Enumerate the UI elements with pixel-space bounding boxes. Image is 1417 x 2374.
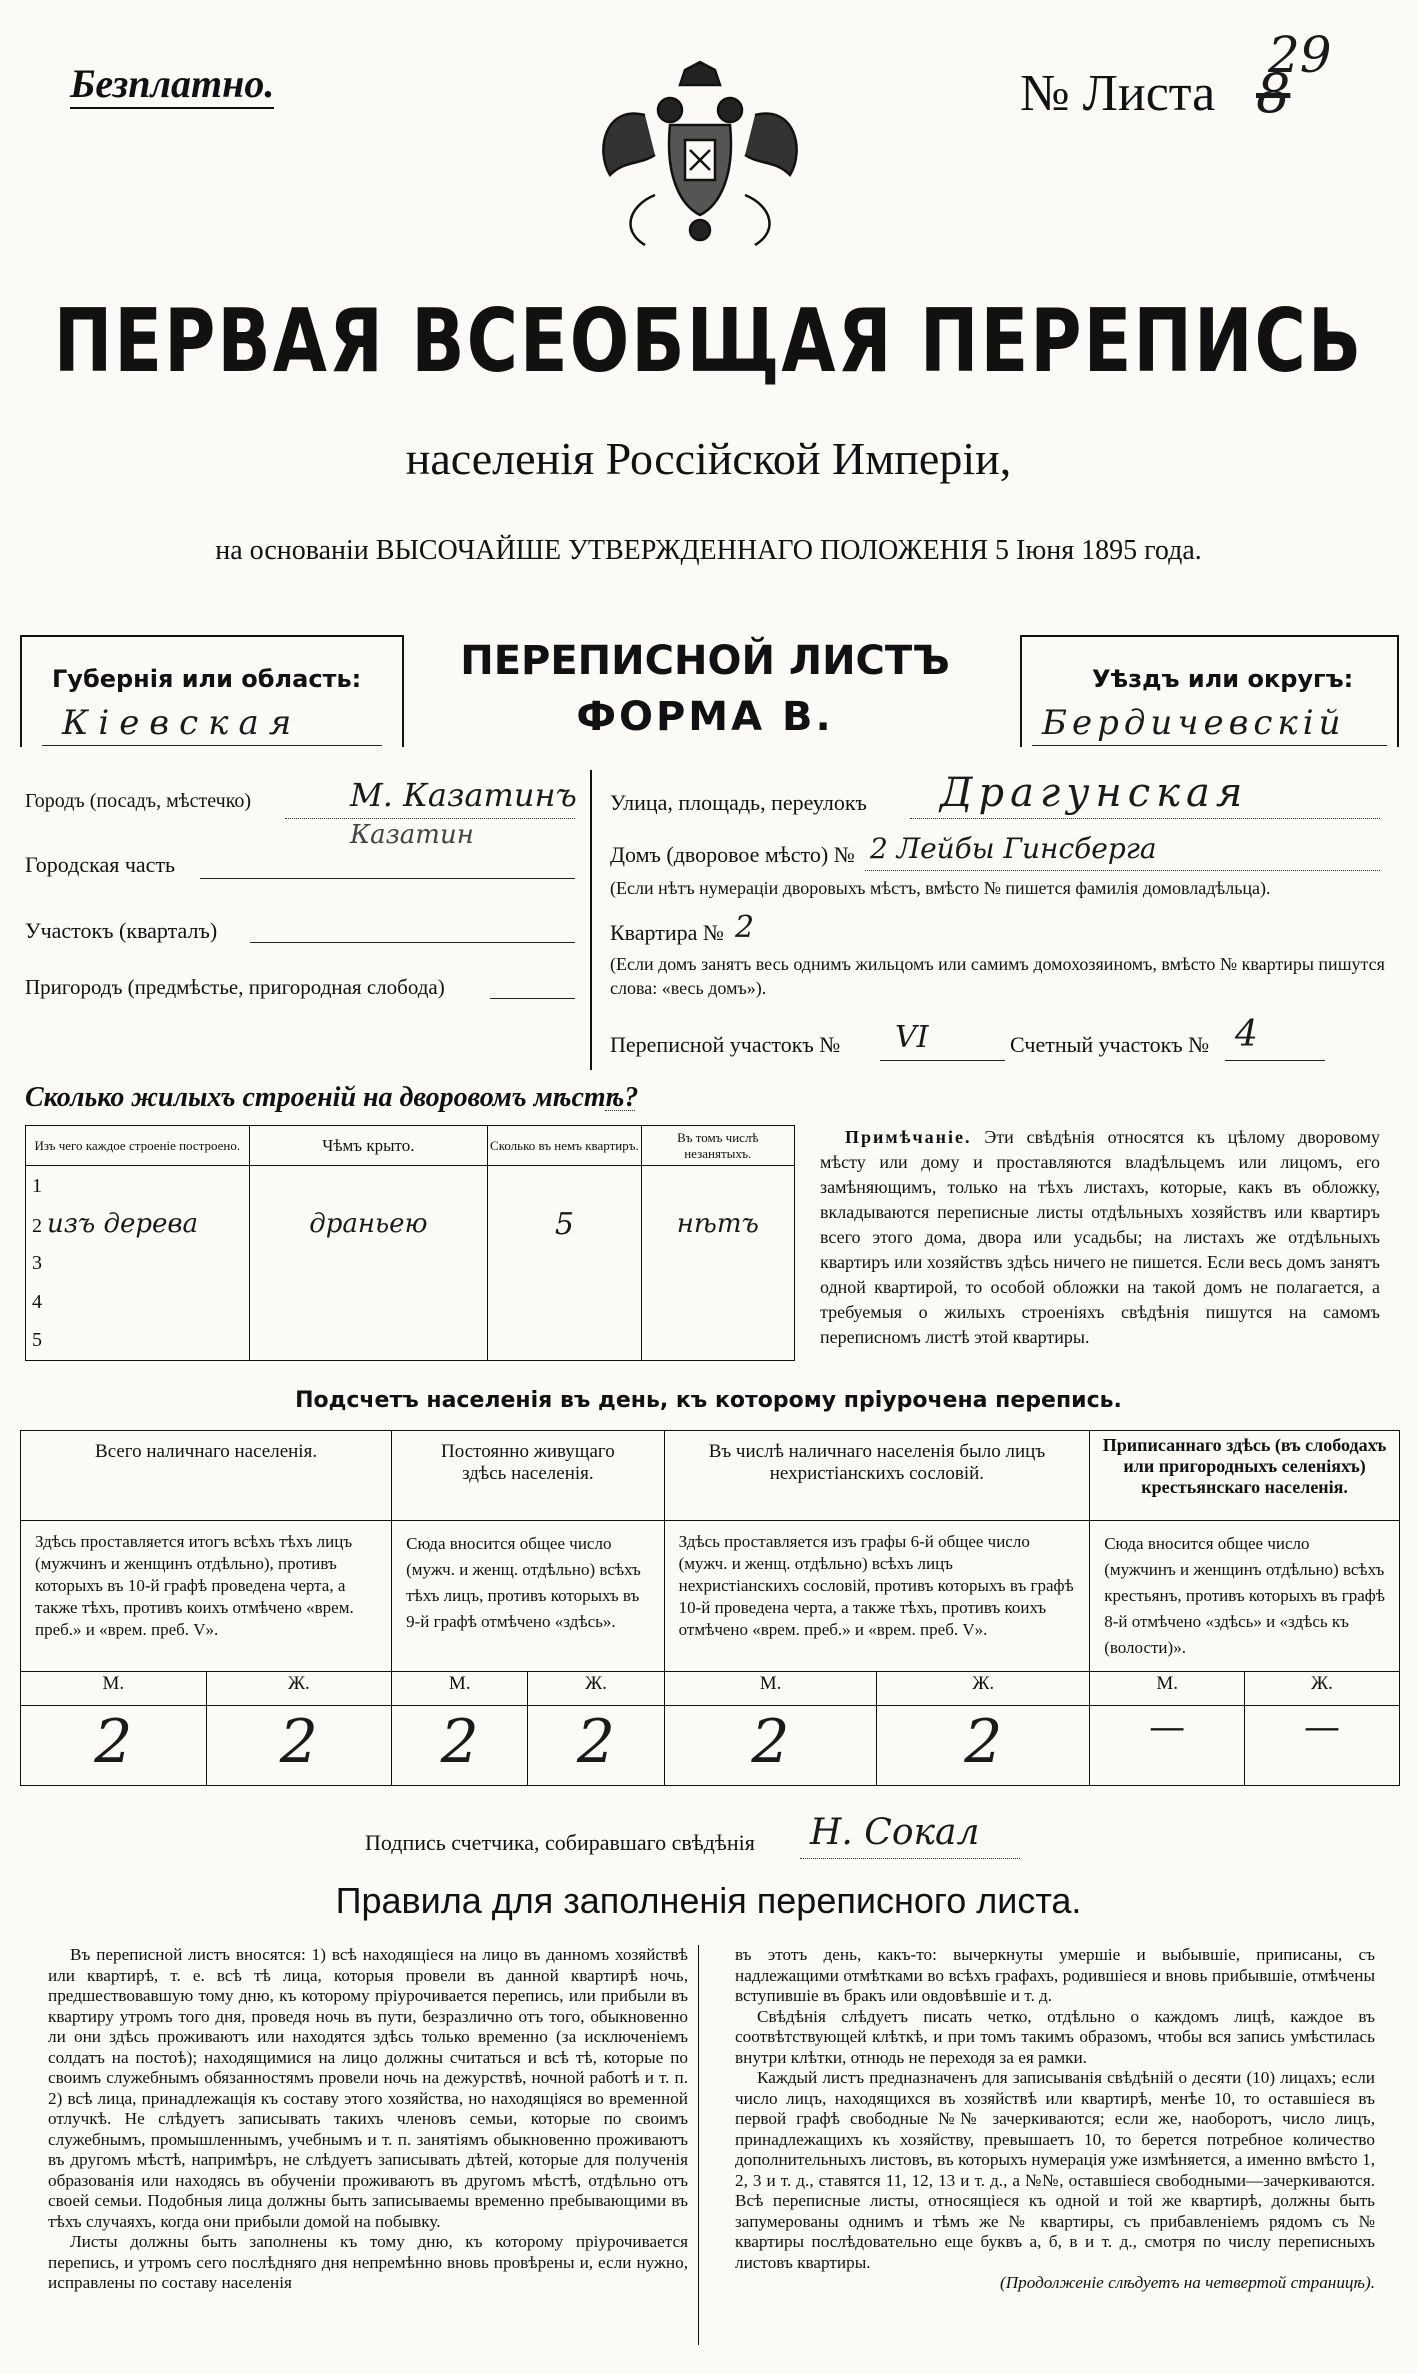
- province-box: [20, 635, 404, 747]
- buildings-header-row: [26, 1126, 795, 1166]
- permanent-male-value: 2: [392, 1706, 528, 1786]
- roof-value: [249, 1322, 488, 1361]
- peasant-male-value: —: [1090, 1706, 1245, 1786]
- row-number: 3: [32, 1251, 42, 1274]
- rules-right: [735, 1945, 1375, 2345]
- col-total-desc: Здѣсь проставляется итогъ всѣхъ тѣхъ лицъ (мужчинъ и женщинъ отдѣльно), противъ которыхъ въ 10-й графѣ проведена черта, а также тѣхъ, противъ коихъ отмѣчено «врем. преб.» и «врем. преб. V».: [21, 1521, 392, 1672]
- count-values-row: [21, 1706, 1400, 1786]
- page-subtitle: населенія Россійской Имперіи,: [405, 433, 1012, 484]
- roof-value: [249, 1244, 488, 1283]
- male-label: М.: [664, 1672, 877, 1706]
- table-row: [26, 1244, 795, 1283]
- province-value: Кіевская: [62, 703, 302, 743]
- sheet-title: ПЕРЕПИСНОЙ ЛИСТЪ: [460, 638, 950, 684]
- note-text: Эти свѣдѣнія относятся къ цѣлому дворовому мѣсту или дому и проставляются владѣльцемъ или лицомъ, его замѣняющимъ, только на тѣхъ листахъ, которые, какъ въ обложку, вкладываются переписные листы отдѣльныхъ хозяйствъ или квартиръ всего этого дома, двора или усадьбы; на листахъ же отдѣльныхъ квартиръ или хозяйствъ здѣсь ничего не пишется. Если весь домъ занятъ одной квартирой, то особой обложки на такой домъ не полагается, а требуемыя о жилыхъ строеніяхъ свѣдѣнія пишутся на самомъ переписномъ листѣ этой квартиры.: [820, 1127, 1380, 1347]
- female-label: Ж.: [877, 1672, 1090, 1706]
- census-district-value: VI: [895, 1020, 929, 1055]
- non-christian-female-value: 2: [877, 1706, 1090, 1786]
- total-male-value: 2: [21, 1706, 207, 1786]
- province-label: Губернія или область:: [52, 665, 362, 693]
- rules-paragraph: Листы должны быть заполнены къ тому дню, къ которому пріурочивается перепись, и утромъ сего послѣдняго дня непремѣнно вновь провѣрены и, если нужно, исправлены по составу населенія: [48, 2232, 688, 2292]
- rules-paragraph: Въ переписной листъ вносятся: 1) всѣ находящіеся на лицо въ данномъ хозяйствѣ или квартирѣ, т. е. всѣ тѣ лица, которыя провели въ данной квартирѣ ночь, предшествовавшую тому дню, къ которому пріурочивается перепись, или прибыли въ квартиру утромъ того дня, проведя ночь въ пути, безразлично отъ того, обыкновенно ли они здѣсь проживаютъ или находятся здѣсь только временно (за исключеніемъ солдатъ на постоѣ); находящимися на лицо должны считаться и всѣ тѣ, которые по своимъ служебнымъ обязанностямъ провели ночь на дежурствѣ, ночной работѣ и т. п. 2) всѣ лица, принадлежащія къ составу этого хозяйства, но находящіяся во временной отлучкѣ. Не слѣдуетъ записывать такихъ членовъ семьи, которые по своимъ служебнымъ, промышленнымъ, учебнымъ и т. п. занятіямъ обыкновенно проживаютъ въ другомъ мѣстѣ, напримѣръ, не слѣдуетъ записывать дѣтей, которые для полученія образованія или находясь въ обученіи проживаютъ въ другомъ мѣстѣ, отдѣльно отъ своей семьи. Подобныя лица должны быть записываемы временно пребывающими въ тѣхъ случаяхъ, когда они прибыли домой на побывку.: [48, 1945, 688, 2231]
- vacant-value: [641, 1322, 794, 1361]
- house-value: 2 Лейбы Гинсберга: [870, 832, 1157, 865]
- total-female-value: 2: [206, 1706, 392, 1786]
- male-label: М.: [1090, 1672, 1245, 1706]
- rules-divider: [698, 1945, 699, 2345]
- free-label: Безплатно.: [70, 60, 274, 109]
- town-value-2: Казатин: [350, 820, 474, 850]
- non-christian-male-value: 2: [664, 1706, 877, 1786]
- table-row: [26, 1205, 795, 1244]
- row-number: 1: [32, 1174, 42, 1197]
- form-label: ФОРМА В.: [576, 694, 834, 740]
- census-district-label: Переписной участокъ №: [610, 1032, 841, 1057]
- sheet-title-box: [410, 630, 1000, 740]
- vacant-value: нѣтъ: [641, 1205, 794, 1244]
- col-permanent-desc: Сюда вносится общее число (мужч. и женщ. отдѣльно) всѣхъ тѣхъ лицъ, противъ которыхъ въ 9-й графѣ отмѣчено «здѣсь».: [392, 1521, 665, 1672]
- street-label: Улица, площадь, переулокъ: [610, 790, 867, 815]
- count-head-row: [21, 1431, 1400, 1521]
- suburb-label: Пригородъ (предмѣстье, пригородная слобода): [25, 975, 445, 999]
- col-peasant-head: Приписаннаго здѣсь (въ слободахъ или пригородныхъ селеніяхъ) крестьянскаго населенія.: [1090, 1431, 1400, 1521]
- material-value: изъ дерева: [47, 1209, 199, 1239]
- peasant-female-value: —: [1245, 1706, 1400, 1786]
- apartments-value: [488, 1322, 641, 1361]
- apartments-value: [488, 1166, 641, 1205]
- roof-value: [249, 1283, 488, 1322]
- col-non-christian-head: Въ числѣ наличнаго населенія было лицъ нехристіанскихъ сословій.: [664, 1431, 1090, 1521]
- district-box: [1020, 635, 1399, 747]
- vacant-value: [641, 1244, 794, 1283]
- address-right: [610, 770, 1400, 1070]
- ward-label: Участокъ (кварталъ): [25, 918, 218, 943]
- table-row: [26, 1322, 795, 1361]
- apartments-value: [488, 1283, 641, 1322]
- female-label: Ж.: [528, 1672, 664, 1706]
- buildings-table: [25, 1125, 795, 1361]
- count-district-label: Счетный участокъ №: [1010, 1032, 1210, 1057]
- street-value: Драгунская: [940, 770, 1249, 816]
- town-label: Городъ (посадъ, мѣстечко): [25, 790, 252, 812]
- col-material: Изъ чего каждое строеніе построено.: [26, 1126, 250, 1166]
- col-permanent-head: Постоянно живущаго здѣсь населенія.: [392, 1431, 665, 1521]
- double-headed-eagle-emblem: [585, 55, 815, 255]
- sheet-number: [1020, 26, 1400, 130]
- col-roof: Чѣмъ крыто.: [249, 1126, 488, 1166]
- decree-basis: на основаніи ВЫСОЧАЙШЕ УТВЕРЖДЕННАГО ПОЛОЖЕНІЯ 5 Іюня 1895 года.: [215, 535, 1202, 566]
- sheet-number-crossed: 8: [1256, 62, 1291, 125]
- male-label: М.: [21, 1672, 207, 1706]
- apartment-label: Квартира №: [610, 920, 724, 945]
- house-label: Домъ (дворовое мѣсто) №: [610, 842, 855, 867]
- apartment-note: (Если домъ занятъ весь однимъ жильцомъ или самимъ домохозяиномъ, вмѣсто № квартиры пишутся слова: «весь домъ»).: [610, 954, 1385, 998]
- female-label: Ж.: [206, 1672, 392, 1706]
- row-number: 2: [32, 1215, 42, 1237]
- permanent-female-value: 2: [528, 1706, 664, 1786]
- col-total-head: Всего наличнаго населенія.: [21, 1431, 392, 1521]
- signature-label: Подпись счетчика, собиравшаго свѣдѣнія: [365, 1830, 755, 1855]
- buildings-question: Сколько жилыхъ строеній на дворовомъ мѣстѣ?: [25, 1082, 639, 1113]
- district-value: Бердичевскій: [1042, 703, 1346, 743]
- rules-left: [48, 1945, 688, 2345]
- female-label: Ж.: [1245, 1672, 1400, 1706]
- note: [820, 1125, 1380, 1350]
- apartment-value: 2: [735, 910, 755, 945]
- town-part-label: Городская часть: [25, 852, 176, 877]
- apartments-value: [488, 1244, 641, 1283]
- address-left: [20, 770, 592, 1070]
- rules-paragraph: въ этотъ день, какъ-то: вычеркнуты умершіе и выбывшіе, приписаны, съ надлежащими отмѣтками во всѣхъ графахъ, родившіеся и вновь прибывшіе, отмѣчены вступившіе въ бракъ или овдовѣвшіе и т. д.: [735, 1945, 1375, 2005]
- population-count-table: [20, 1430, 1400, 1786]
- row-number: 5: [32, 1329, 42, 1352]
- col-vacant: Въ томъ числѣ незанятыхъ.: [641, 1126, 794, 1166]
- roof-value: драньею: [249, 1205, 488, 1244]
- row-number: 4: [32, 1290, 42, 1313]
- rules-paragraph: Свѣдѣнія слѣдуетъ писать четко, отдѣльно о каждомъ лицѣ, каждое въ соотвѣтствующей клѣткѣ, и при томъ такимъ образомъ, чтобы вся запись умѣстилась внутри клѣтки, отнюдь не переходя за ея рамки.: [735, 2006, 1375, 2067]
- count-title: Подсчетъ населенія въ день, къ которому пріурочена перепись.: [295, 1388, 1122, 1413]
- rules-continued: (Продолженіе слѣдуетъ на четвертой страницѣ).: [1000, 2273, 1375, 2292]
- col-peasant-desc: Сюда вносится общее число (мужчинъ и женщинъ отдѣльно) всѣхъ крестьянъ, противъ которыхъ въ графѣ 8-й отмѣчено «здѣсь» и «здѣсь къ (волости)».: [1090, 1521, 1400, 1672]
- rules-paragraph: Каждый листъ предназначенъ для записыванія свѣдѣній о десяти (10) лицахъ; если число лицъ, находящихся въ хозяйствѣ или квартирѣ, менѣе 10, то оставшіеся въ первой графѣ свободные №№ зачеркиваются; если же, наоборотъ, число лицъ, принадлежащихъ къ хозяйству, превышаетъ 10, то берется потребное количество дополнительныхъ листовъ, въ которыхъ нумерація уже измѣняется, а именно вмѣсто 1, 2, 3 и т. д., ставятся 11, 12, 13 и т. д., а №№, оставшіеся свободными—зачеркиваются. Всѣ переписные листы, относящіеся къ одной и той же квартирѣ, должны быть запумерованы однимъ и тѣмъ же № квартиры, съ прибавленіемъ рядомъ съ № квартиры послѣдовательно еще буквъ а, б, в и т. д., смотря по числу переписныхъ листовъ квартиры.: [735, 2068, 1375, 2272]
- count-sex-row: [21, 1672, 1400, 1706]
- vacant-value: [641, 1283, 794, 1322]
- count-desc-row: [21, 1521, 1400, 1672]
- note-label: Примѣчаніе.: [845, 1127, 972, 1147]
- col-apartments: Сколько въ немъ квартиръ.: [488, 1126, 641, 1166]
- page-title: ПЕРВАЯ ВСЕОБЩАЯ ПЕРЕПИСЬ: [53, 289, 1364, 393]
- male-label: М.: [392, 1672, 528, 1706]
- table-row: [26, 1283, 795, 1322]
- sheet-number-label: № Листа: [1020, 65, 1216, 122]
- count-district-value: 4: [1235, 1014, 1258, 1055]
- signature-value: Н. Сокал: [810, 1812, 980, 1853]
- col-non-christian-desc: Здѣсь проставляется изъ графы 6-й общее число (мужч. и женщ. отдѣльно) всѣхъ лицъ нехристіанскихъ сословій, противъ которыхъ въ графѣ 10-й проведена черта, а также тѣхъ, противъ коихъ отмѣчено «врем. преб.» и «врем. преб. V».: [664, 1521, 1090, 1672]
- town-value: М. Казатинъ: [350, 776, 577, 814]
- apartments-value: 5: [488, 1205, 641, 1244]
- table-row: [26, 1166, 795, 1205]
- rules-title: Правила для заполненія переписного листа.: [335, 1880, 1082, 1921]
- form-header: [20, 630, 1400, 755]
- house-note: (Если нѣтъ нумераціи дворовыхъ мѣстъ, вмѣсто № пишется фамилія домовладѣльца).: [610, 878, 1271, 898]
- district-label: Уѣздъ или округъ:: [1092, 665, 1354, 693]
- sheet-number-value: 29: [1268, 26, 1332, 84]
- roof-value: [249, 1166, 488, 1205]
- vacant-value: [641, 1166, 794, 1205]
